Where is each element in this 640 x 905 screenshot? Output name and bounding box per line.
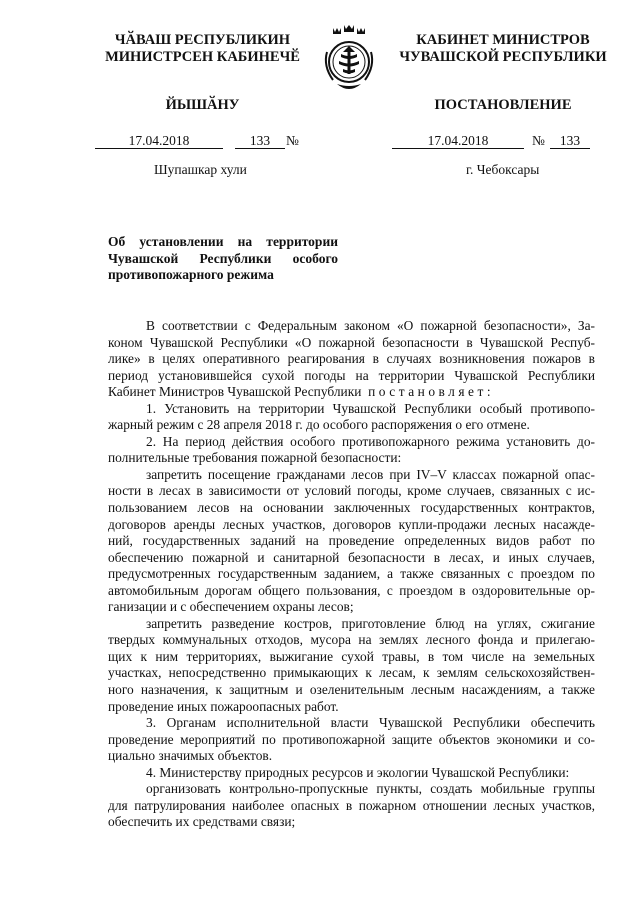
chuvash-emblem-icon	[319, 24, 379, 96]
body-line-text: запретить посещение гражданами лесов при IV–V классах пожарной опас-	[146, 466, 595, 482]
body-line	[108, 500, 595, 517]
right-number-sign: №	[532, 133, 545, 148]
body-line-text: участках, непосредственно примыкающих к лесам, к землям сельскохозяйствен-	[108, 665, 595, 681]
header-right	[388, 32, 618, 66]
right-place: г. Чебоксары	[466, 162, 540, 177]
body-line	[108, 417, 595, 434]
body-line	[108, 814, 595, 831]
body-line-text: организовать контрольно-пропускные пункты, создать мобильные группы	[146, 781, 595, 797]
body-line	[108, 715, 595, 732]
body-line-text: ности в лесах в зависимости от условий погоды, кроме случаев, связанных с ис-	[108, 483, 595, 499]
body-line-text: В соответствии с Федеральным законом «О пожарной безопасности», За-	[146, 318, 595, 333]
body-line-text: ний, государственных заданий на проведение определенных видов работ по	[108, 533, 595, 549]
body-line-text: жарный режим с 28 апреля 2018 г. до особого распоряжения о его отмене.	[108, 417, 530, 433]
body-line	[108, 798, 595, 815]
body-line	[108, 450, 595, 467]
body-line-text: твердых коммунальных отходов, мусора на землях лесного фонда и прилегаю-	[108, 632, 595, 648]
body-line-text: 4. Министерству природных ресурсов и экологии Чувашской Республики:	[146, 764, 570, 780]
document-title	[108, 234, 338, 284]
body-line-text: щих к ним территориях, выжигание сухой травы, в том числе на земельных	[108, 648, 595, 664]
body-line	[108, 599, 595, 616]
body-line-text: ганизации и с обеспечением охраны лесов;	[108, 599, 354, 615]
body-line-text: период установившейся сухой погоды на территории Чувашской Республики	[108, 367, 595, 383]
title-line: противопожарного режима	[108, 267, 274, 282]
right-date-field: 17.04.2018	[392, 133, 524, 149]
body-line	[108, 434, 595, 451]
body-line	[108, 368, 595, 385]
header-left-line1: ЧӐВАШ РЕСПУБЛИКИН	[114, 32, 291, 48]
body-line	[108, 401, 595, 418]
body-line-text: проведение мероприятий по противопожарной защите объектов экономики и со-	[108, 731, 595, 747]
spaced-keyword: постановляет:	[368, 384, 495, 400]
body-line	[108, 649, 595, 666]
body-line-text: 2. На период действия особого противопожарного режима установить до-	[146, 433, 595, 449]
body-line	[108, 616, 595, 633]
body-line-text: договоров аренды лесных участков, договоров купли-продажи лесных насажде-	[108, 516, 595, 532]
title-line: Об установлении на территории	[108, 234, 338, 249]
body-line	[108, 732, 595, 749]
doctype-left: ЙЫШӐНУ	[165, 97, 240, 113]
body-line-text: полнительные требования пожарной безопасности:	[108, 450, 402, 466]
body-line-text: пользованием лесов на основании заключенных государственных контрактов,	[108, 500, 595, 516]
body-line-text: для патрулирования наиболее опасных в пожарном отношении лесных участков,	[108, 797, 595, 813]
body-line-text: Кабинет Министров Чувашской Республики	[108, 384, 362, 400]
body-line	[108, 351, 595, 368]
body-line	[108, 682, 595, 699]
left-number-sign: №	[286, 133, 299, 148]
left-number-field: 133	[235, 133, 285, 149]
body-line-text: проведение иных пожароопасных работ.	[108, 698, 339, 714]
body-line	[108, 467, 595, 484]
body-line-text: обеспечению пожарной и санитарной безопасности в лесах, и иных случаев,	[108, 549, 595, 565]
body-line-text: 3. Органам исполнительной власти Чувашской Республики обеспечить	[146, 715, 595, 731]
body-line	[108, 550, 595, 567]
body-line	[108, 483, 595, 500]
body-line	[108, 517, 595, 534]
body-line-text: предусмотренных государственным заданием, а также связанных с проездом по	[108, 566, 595, 582]
body-line	[108, 632, 595, 649]
body-line-text: ного назначения, к защитным и озеленительным лесным насаждениям, а также	[108, 682, 595, 698]
doctype-right: ПОСТАНОВЛЕНИЕ	[434, 97, 572, 113]
body-line-text: обеспечить их средствами связи;	[108, 814, 296, 830]
title-line: Чувашской Республики особого	[108, 250, 338, 266]
body-line	[108, 384, 595, 401]
body-line	[108, 318, 595, 335]
body-line	[108, 781, 595, 798]
body-line-text: циально значимых объектов.	[108, 748, 273, 764]
header-right-line2: ЧУВАШСКОЙ РЕСПУБЛИКИ	[399, 49, 607, 65]
body-line-text: 1. Установить на территории Чувашской Республики особый противопо-	[146, 400, 595, 416]
body-line-text: лике» в целях оперативного реагирования в случаях возникновения пожаров в	[108, 351, 595, 367]
body-line-text: запретить разведение костров, приготовление блюд на углях, сжигание	[146, 615, 595, 631]
body-line	[108, 748, 595, 765]
document-body	[108, 318, 595, 831]
left-date-field: 17.04.2018	[95, 133, 223, 149]
body-line	[108, 335, 595, 352]
header-left	[95, 32, 310, 66]
body-line	[108, 583, 595, 600]
body-line	[108, 699, 595, 716]
left-place: Шупашкар хули	[154, 162, 247, 177]
body-line-text: автомобильным дорогам общего пользования, с проездом в оздоровительные ор-	[108, 582, 595, 598]
body-line	[108, 566, 595, 583]
right-number-field: 133	[550, 133, 590, 149]
header-left-line2: МИНИСТРСЕН КАБИНЕЧӖ	[105, 49, 300, 65]
body-line	[108, 533, 595, 550]
body-line	[108, 665, 595, 682]
body-line	[108, 765, 595, 782]
body-line-text: коном Чувашской Республики «О пожарной безопасности в Чувашской Респуб-	[108, 334, 595, 350]
header-right-line1: КАБИНЕТ МИНИСТРОВ	[416, 32, 590, 48]
